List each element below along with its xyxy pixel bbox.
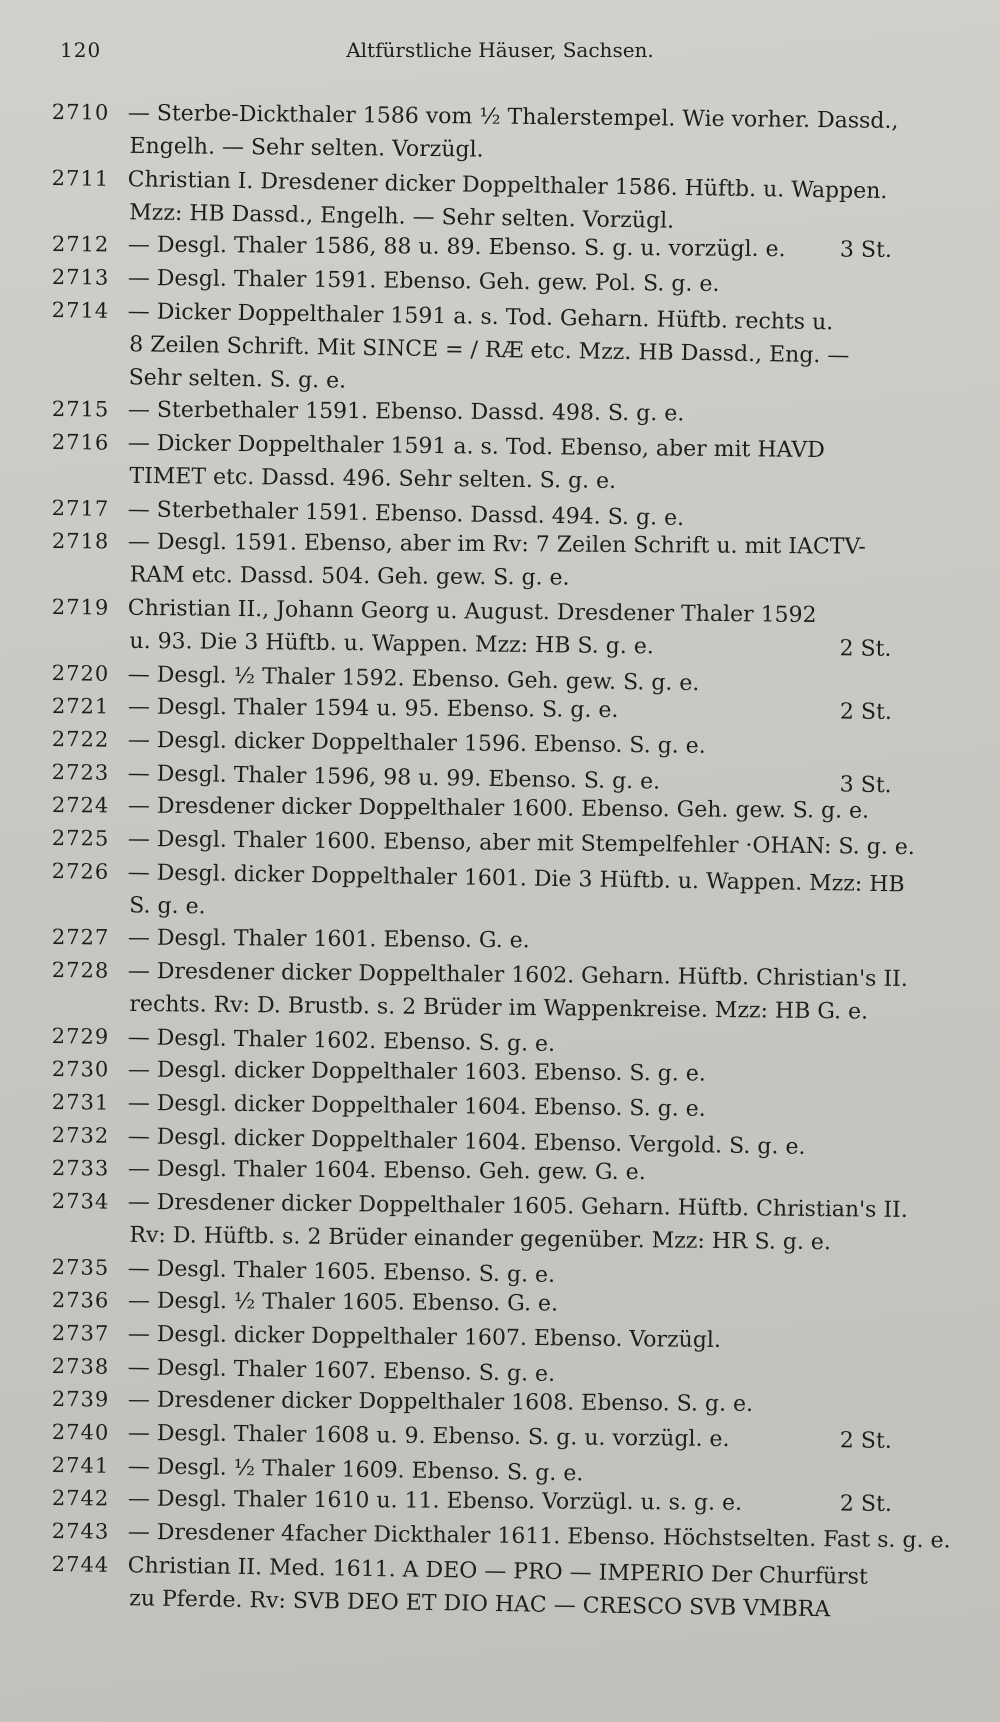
entry-text-line: — Dresdener dicker Doppelthaler 1608. Ebenso. S. g. e. [127, 1387, 754, 1417]
catalog-entry [51, 426, 932, 501]
entry-text-line: Sehr selten. S. g. e. [128, 365, 347, 394]
catalog-entry [50, 294, 931, 407]
entry-number: 2729 [51, 1023, 110, 1049]
entry-number: 2714 [51, 297, 110, 323]
entry-number: 2711 [51, 165, 110, 191]
entry-number: 2721 [51, 693, 110, 719]
entry-number: 2717 [51, 495, 110, 521]
entry-quantity: 2 St. [839, 1491, 892, 1517]
entry-text-line: Engelh. — Sehr selten. Vorzügl. [129, 133, 484, 163]
entry-text-line: — Dresdener dicker Doppelthaler 1602. Geharn. Hüftb. Christian's II. [127, 958, 908, 992]
entry-description: u. 93. Die 3 Hüftb. u. Wappen. Mzz: HB S. g. e. [129, 628, 654, 660]
catalog-entries [51, 96, 951, 1623]
entry-number: 2740 [51, 1419, 110, 1445]
entry-number: 2725 [51, 825, 110, 851]
catalog-entry [52, 1284, 932, 1323]
entry-number: 2712 [51, 231, 110, 257]
entry-text-line: — Desgl. Thaler 1591. Ebenso. Geh. gew. Pol. S. g. e. [127, 265, 720, 297]
entry-text-line: 8 Zeilen Schrift. Mit SINCE = / RÆ etc. Mzz. HB Dassd., Eng. — [129, 332, 850, 369]
entry-number: 2719 [51, 594, 110, 620]
entry-text-line: — Desgl. Thaler 1607. Ebenso. S. g. e. [127, 1355, 556, 1387]
entry-text-line: — Desgl. Thaler 1600. Ebenso, aber mit Stempelfehler ·OHAN: S. g. e. [127, 826, 915, 861]
entry-number: 2733 [51, 1155, 110, 1181]
entry-text-line: — Desgl. dicker Doppelthaler 1607. Ebenso. Vorzügl. [127, 1321, 722, 1354]
entry-number: 2713 [51, 264, 110, 290]
entry-description: — Desgl. Thaler 1596, 98 u. 99. Ebenso. S. g. e. [127, 761, 661, 795]
entry-number: 2735 [51, 1254, 110, 1280]
entry-number: 2744 [51, 1551, 110, 1577]
entry-quantity: 2 St. [839, 636, 892, 662]
entry-text-line [128, 1483, 932, 1522]
catalog-entry [52, 228, 932, 267]
entry-text-line: — Desgl. dicker Doppelthaler 1596. Ebenso. S. g. e. [127, 727, 706, 759]
entry-description: — Desgl. Thaler 1610 u. 11. Ebenso. Vorzügl. u. s. g. e. [127, 1486, 743, 1516]
entry-text-line: — Desgl. ½ Thaler 1609. Ebenso. S. g. e. [127, 1454, 584, 1487]
entry-quantity: 3 St. [839, 772, 892, 799]
entry-text-line: — Desgl. dicker Doppelthaler 1603. Ebenso. S. g. e. [127, 1057, 706, 1087]
entry-text-line: — Sterbethaler 1591. Ebenso. Dassd. 498. S. g. e. [127, 397, 685, 427]
entry-text-line: — Desgl. dicker Doppelthaler 1604. Ebenso. Vergold. S. g. e. [127, 1124, 806, 1160]
entry-text-line: zu Pferde. Rv: SVB DEO ET DIO HAC — CRESCO SVB VMBRA [129, 1586, 831, 1623]
entry-number: 2741 [51, 1452, 110, 1478]
entry-text-line: RAM etc. Dassd. 504. Geh. gew. S. g. e. [129, 562, 570, 591]
entry-text-line: — Desgl. Thaler 1602. Ebenso. S. g. e. [127, 1025, 556, 1057]
catalog-entry [52, 690, 932, 729]
catalog-entry [52, 1152, 932, 1191]
catalog-entry [52, 1482, 932, 1521]
entry-text-line: — Dresdener 4facher Dickthaler 1611. Ebenso. Höchstselten. Fast s. g. e. [127, 1519, 951, 1554]
entry-text-line: — Desgl. dicker Doppelthaler 1601. Die 3 Hüftb. u. Wappen. Mzz: HB [127, 860, 905, 898]
catalog-entry [51, 96, 932, 171]
catalog-entry [51, 1185, 932, 1260]
catalog-entry [52, 789, 932, 828]
entry-text-line: — Dresdener dicker Doppelthaler 1600. Ebenso. Geh. gew. S. g. e. [127, 793, 870, 824]
catalog-entry [52, 525, 932, 597]
catalog-entry [52, 1383, 932, 1422]
entry-quantity: 3 St. [839, 237, 892, 263]
entry-number: 2734 [51, 1188, 110, 1214]
entry-text-line: Christian I. Dresdener dicker Doppelthaler 1586. Hüftb. u. Wappen. [127, 167, 888, 205]
entry-number: 2715 [51, 396, 110, 422]
entry-number: 2731 [51, 1089, 110, 1115]
entry-number: 2730 [51, 1056, 110, 1082]
entry-number: 2736 [51, 1287, 110, 1313]
catalog-entry [51, 591, 932, 666]
entry-text-line: — Desgl. Thaler 1604. Ebenso. Geh. gew. G. e. [127, 1156, 646, 1186]
entry-quantity: 2 St. [839, 699, 892, 725]
entry-text-line: TIMET etc. Dassd. 496. Sehr selten. S. g. e. [129, 463, 617, 494]
entry-text-line: S. g. e. [129, 893, 206, 920]
entry-number: 2732 [51, 1122, 110, 1148]
entry-text-line: Christian II. Med. 1611. A DEO — PRO — IMPERIO Der Churfürst [127, 1553, 868, 1590]
entry-text-line: Rv: D. Hüftb. s. 2 Brüder einander gegenüber. Mzz: HR S. g. e. [129, 1222, 832, 1256]
entry-text-line: — Sterbethaler 1591. Ebenso. Dassd. 494. S. g. e. [127, 497, 685, 531]
entry-text-line: — Desgl. Thaler 1601. Ebenso. G. e. [127, 925, 530, 954]
catalog-entry [52, 921, 932, 960]
entry-text-line: — Sterbe-Dickthaler 1586 vom ½ Thalerstempel. Wie vorher. Dassd., [127, 100, 899, 134]
entry-number: 2724 [51, 792, 110, 818]
catalog-entry [51, 1548, 932, 1628]
entry-number: 2743 [51, 1518, 110, 1544]
entry-number: 2742 [51, 1485, 110, 1511]
entry-number: 2710 [51, 99, 110, 125]
entry-text-line: — Desgl. Thaler 1605. Ebenso. S. g. e. [127, 1256, 556, 1288]
entry-text-line: rechts. Rv: D. Brustb. s. 2 Brüder im Wappenkreise. Mzz: HB G. e. [129, 991, 869, 1025]
entry-text-line: — Desgl. ½ Thaler 1605. Ebenso. G. e. [127, 1288, 559, 1317]
page-number: 120 [60, 38, 102, 62]
catalog-entry [52, 1053, 932, 1092]
entry-text-line: — Dicker Doppelthaler 1591 a. s. Tod. Geharn. Hüftb. rechts u. [127, 299, 834, 336]
entry-number: 2738 [51, 1353, 110, 1379]
entry-quantity: 2 St. [839, 1428, 892, 1454]
entry-number: 2726 [51, 858, 110, 884]
entry-text-line: Mzz: HB Dassd., Engelh. — Sehr selten. Vorzügl. [129, 200, 675, 234]
entry-number: 2727 [51, 924, 110, 950]
entry-number: 2718 [51, 528, 110, 554]
entry-number: 2720 [51, 660, 110, 686]
entry-text-line [128, 691, 932, 730]
entry-text-line: — Dresdener dicker Doppelthaler 1605. Geharn. Hüftb. Christian's II. [127, 1189, 908, 1223]
entry-number: 2716 [51, 429, 110, 455]
catalog-entry [51, 954, 932, 1029]
entry-text-line: — Desgl. ½ Thaler 1592. Ebenso. Geh. gew. S. g. e. [127, 662, 700, 697]
entry-text-line: — Desgl. dicker Doppelthaler 1604. Ebenso. S. g. e. [127, 1090, 706, 1122]
entry-description: — Desgl. Thaler 1586, 88 u. 89. Ebenso. S. g. u. vorzügl. e. [127, 232, 786, 263]
entry-text-line [128, 229, 932, 268]
entry-description: — Desgl. Thaler 1594 u. 95. Ebenso. S. g. e. [127, 694, 619, 723]
entry-text-line: Christian II., Johann Georg u. August. Dresdener Thaler 1592 [127, 595, 817, 629]
page-header [0, 34, 1000, 64]
entry-text-line: — Dicker Doppelthaler 1591 a. s. Tod. Ebenso, aber mit HAVD [127, 430, 826, 464]
entry-number: 2723 [51, 759, 110, 785]
running-title: Altfürstliche Häuser, Sachsen. [346, 38, 654, 62]
entry-text-line: — Desgl. 1591. Ebenso, aber im Rv: 7 Zeilen Schrift u. mit IACTV- [127, 529, 866, 560]
entry-number: 2728 [51, 957, 110, 983]
catalog-entry [52, 393, 932, 432]
entry-number: 2722 [51, 726, 110, 752]
entry-number: 2737 [51, 1320, 110, 1346]
entry-number: 2739 [51, 1386, 110, 1412]
entry-description: — Desgl. Thaler 1608 u. 9. Ebenso. S. g. u. vorzügl. e. [127, 1420, 730, 1453]
